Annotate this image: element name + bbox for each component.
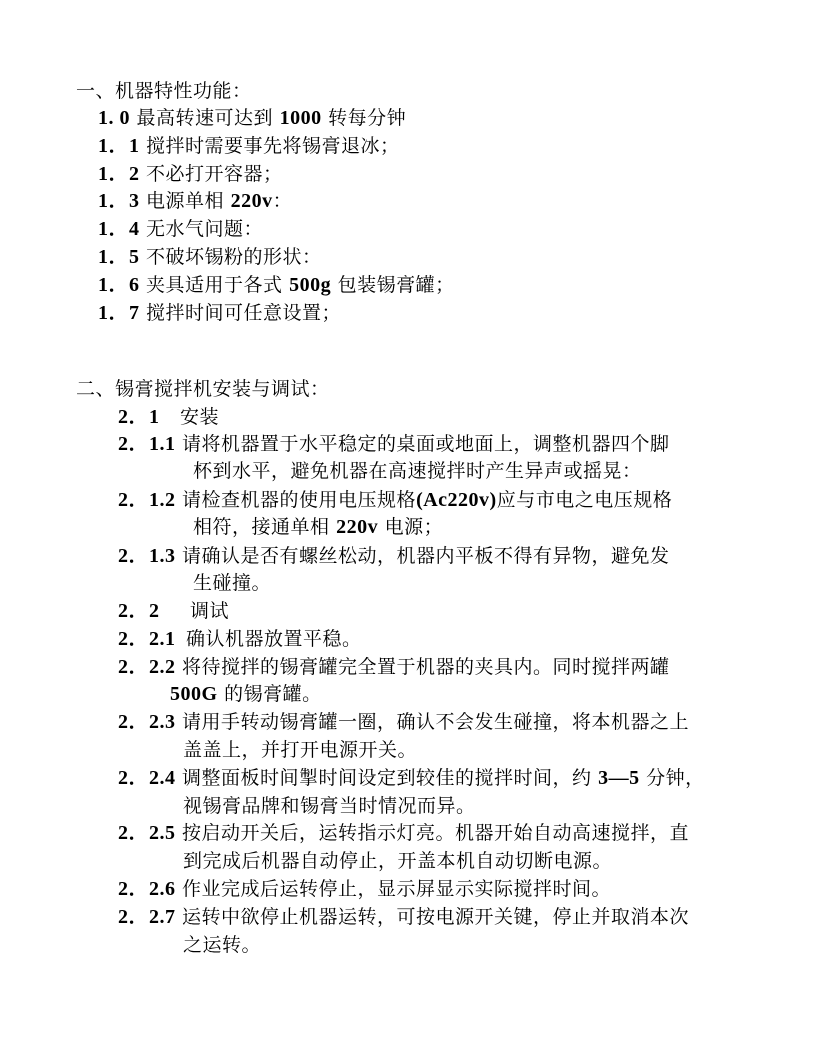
item-number: 1．1 <box>98 135 140 157</box>
item-text: 最高转速可达到 <box>136 107 274 129</box>
step-text: 的锡膏罐。 <box>224 683 322 705</box>
feature-item-1-5 <box>98 246 322 268</box>
step-2-1-1 <box>118 433 670 455</box>
section-1-heading: 一、机器特性功能： <box>76 80 252 102</box>
feature-item-1-1 <box>98 135 400 157</box>
step-2-1-2-cont <box>193 516 443 538</box>
item-text: 夹具适用于各式 <box>146 274 283 296</box>
step-2-2-4 <box>118 767 705 789</box>
item-text-after: 转每分钟 <box>328 107 407 129</box>
section-2-heading: 二、锡膏搅拌机安装与调试： <box>76 378 330 400</box>
step-2-1-3-cont: 生碰撞。 <box>193 572 272 594</box>
step-text: 请将机器置于水平稳定的桌面或地面上，调整机器四个脚 <box>182 433 670 455</box>
step-number: 2．2.5 <box>118 822 176 844</box>
step-number: 2．2.2 <box>118 656 176 678</box>
item-number: 1. 0 <box>98 107 130 129</box>
step-text: 电源； <box>384 516 444 538</box>
step-2-1-3 <box>118 545 670 567</box>
subsection-title: 安装 <box>180 406 220 428</box>
item-number: 1．5 <box>98 246 140 268</box>
feature-item-1-3 <box>98 190 292 212</box>
step-2-2-7 <box>118 906 689 928</box>
subsection-number: 2．1 <box>118 406 160 428</box>
step-text: 作业完成后运转停止，显示屏显示实际搅拌时间。 <box>182 878 612 900</box>
step-text: 分钟， <box>646 767 705 789</box>
feature-item-1-4 <box>98 218 263 240</box>
voltage-value: 220v <box>336 516 379 538</box>
feature-item-1-6 <box>98 274 455 296</box>
step-number: 2．1.3 <box>118 545 176 567</box>
step-2-1-2 <box>118 489 672 511</box>
step-2-2-5 <box>118 822 689 844</box>
step-2-2-5-cont: 到完成后机器自动停止，开盖本机自动切断电源。 <box>183 850 613 872</box>
item-value: 1000 <box>279 107 322 129</box>
item-number: 1．2 <box>98 163 140 185</box>
feature-item-1-0 <box>98 107 406 129</box>
subsection-debug <box>118 600 229 622</box>
step-text: 请确认是否有螺丝松动，机器内平板不得有异物，避免发 <box>182 545 670 567</box>
feature-item-1-7 <box>98 302 341 324</box>
step-text: 调整面板时间掣时间设定到较佳的搅拌时间，约 <box>182 767 592 789</box>
item-text: 无水气问题： <box>146 218 264 240</box>
step-text: 运转中欲停止机器运转，可按电源开关键，停止并取消本次 <box>182 906 690 928</box>
item-number: 1．3 <box>98 190 140 212</box>
step-number: 2．2.7 <box>118 906 176 928</box>
voltage-spec: (Ac220v) <box>416 489 497 511</box>
subsection-install <box>118 406 219 428</box>
item-text: 搅拌时间可任意设置； <box>146 302 342 324</box>
step-number: 2．2.3 <box>118 711 176 733</box>
step-text: 按启动开关后，运转指示灯亮。机器开始自动高速搅拌，直 <box>182 822 690 844</box>
step-number: 2．2.1 <box>118 628 176 650</box>
weight-value: 500G <box>170 683 218 705</box>
step-number: 2．2.4 <box>118 767 176 789</box>
step-2-2-2-cont <box>170 683 322 705</box>
step-2-2-6 <box>118 878 611 900</box>
item-text: 电源单相 <box>146 190 225 212</box>
step-text: 将待搅拌的锡膏罐完全置于机器的夹具内。同时搅拌两罐 <box>182 656 670 678</box>
step-2-2-3-cont: 盖盖上，并打开电源开关。 <box>183 739 418 761</box>
item-text: 不必打开容器； <box>146 163 283 185</box>
subsection-title: 调试 <box>190 600 230 622</box>
step-2-2-4-cont: 视锡膏品牌和锡膏当时情况而异。 <box>183 795 476 817</box>
subsection-number: 2．2 <box>118 600 160 622</box>
step-2-2-1 <box>118 628 362 650</box>
step-2-2-2 <box>118 656 670 678</box>
item-text-after: ： <box>272 190 293 212</box>
item-value: 220v <box>230 190 273 212</box>
step-2-1-1-cont: 杯到水平，避免机器在高速搅拌时产生异声或摇晃： <box>193 460 642 482</box>
step-number: 2．1.2 <box>118 489 176 511</box>
step-text: 应与市电之电压规格 <box>496 489 673 511</box>
step-text: 请用手转动锡膏罐一圈，确认不会发生碰撞，将本机器之上 <box>182 711 690 733</box>
item-number: 1．7 <box>98 302 140 324</box>
item-text-after: 包装锡膏罐； <box>337 274 455 296</box>
item-text: 不破坏锡粉的形状： <box>146 246 322 268</box>
item-number: 1．6 <box>98 274 140 296</box>
step-number: 2．2.6 <box>118 878 176 900</box>
step-2-2-7-cont: 之运转。 <box>183 934 262 956</box>
step-2-2-3 <box>118 711 689 733</box>
feature-item-1-2 <box>98 163 283 185</box>
time-range: 3—5 <box>598 767 640 789</box>
item-number: 1．4 <box>98 218 140 240</box>
step-number: 2．1.1 <box>118 433 176 455</box>
step-text: 请检查机器的使用电压规格 <box>182 489 417 511</box>
step-text: 确认机器放置平稳。 <box>186 628 362 650</box>
item-text: 搅拌时需要事先将锡膏退冰； <box>146 135 400 157</box>
item-value: 500g <box>289 274 332 296</box>
step-text: 相符，接通单相 <box>193 516 330 538</box>
